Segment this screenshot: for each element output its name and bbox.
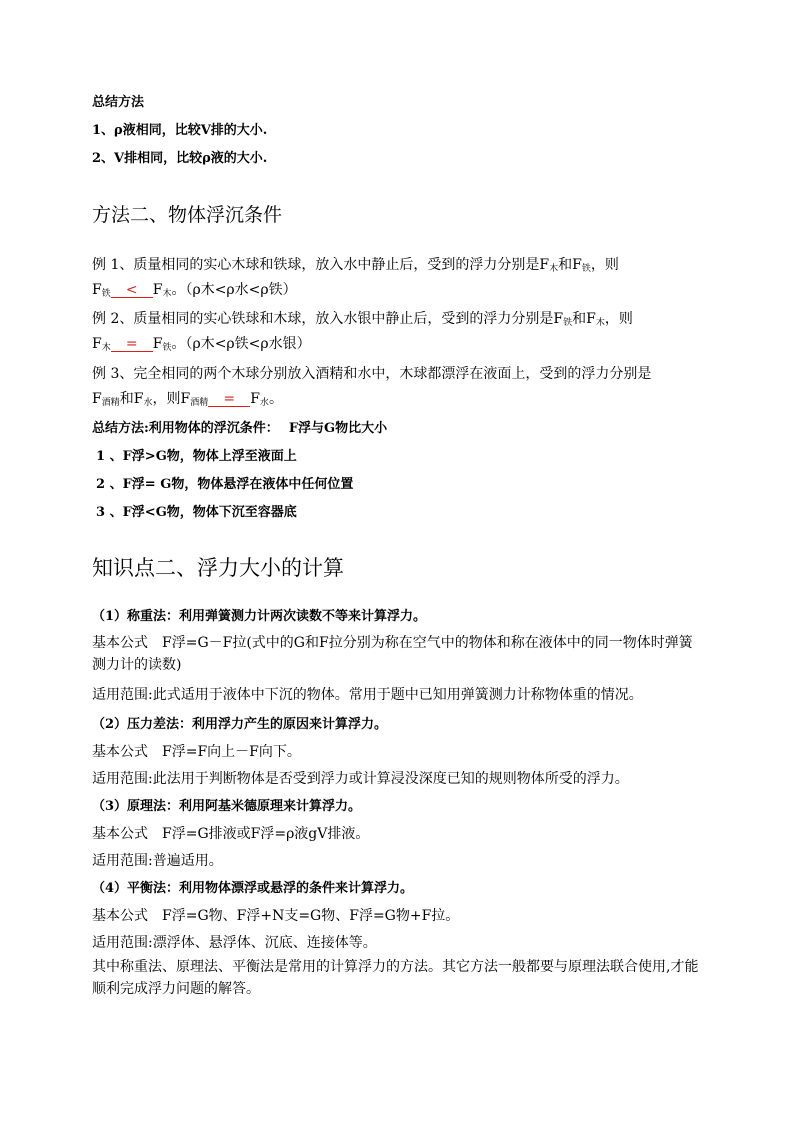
force-symbol: F [152, 282, 163, 298]
force-subscript: 酒精 [101, 398, 120, 408]
formula-label: 基本公式 [92, 744, 148, 760]
method-3-title: （3）原理法：利用阿基米德原理来计算浮力。 [92, 799, 362, 814]
text-mid: ，则 [152, 391, 181, 407]
text-tail: ，则 [604, 311, 633, 327]
text-end: 。 [268, 391, 283, 407]
formula-text: F浮=G－F拉(式中的G和F拉分别为称在空气中的物体和称在液体中的同一物体时弹簧测力计的读数) [92, 635, 693, 673]
force-subscript: 水 [259, 398, 269, 408]
knowledge2-heading: 知识点二、浮力大小的计算 [92, 556, 344, 580]
method-1-formula [92, 632, 704, 676]
method-3-scope: 适用范围:普遍适用。 [92, 853, 223, 869]
force-subscript: 铁 [581, 264, 591, 274]
condition-rise: 1 、F浮>G物，物体上浮至液面上 [96, 449, 297, 464]
summary2-title [92, 422, 387, 435]
force-symbol: F [152, 336, 163, 352]
summary2-compare: F浮与G物比大小 [288, 421, 388, 436]
example-3-line-2 [92, 392, 283, 407]
method-2-scope: 适用范围:此法用于判断物体是否受到浮力或计算浸没深度已知的规则物体所受的浮力。 [92, 771, 629, 787]
formula-label: 基本公式 [92, 635, 148, 651]
force-symbol: F [92, 336, 102, 352]
formula-label: 基本公式 [92, 908, 148, 924]
method-1-scope: 适用范围:此式适用于液体中下沉的物体。常用于题中已知用弹簧测力计称物体重的情况。 [92, 687, 643, 703]
answer-blank: = [111, 337, 153, 352]
force-subscript: 铁 [563, 318, 573, 328]
density-relation: 。（ρ木<ρ铁<ρ水银） [171, 336, 311, 352]
force-subscript: 铁 [162, 343, 172, 353]
closing-paragraph: 其中称重法、原理法、平衡法是常用的计算浮力的方法。其它方法一般都要与原理法联合使用,才能顺利完成浮力问题的解答。 [92, 959, 699, 997]
force-subscript: 木 [595, 318, 605, 328]
force-symbol: F [250, 391, 260, 407]
summary-title: 总结方法 [92, 95, 145, 110]
method-4-formula [92, 909, 459, 923]
force-symbol: F [92, 391, 102, 407]
example-3-line-1: 例 3、完全相同的两个木球分别放入酒精和水中，木球都漂浮在液面上，受到的浮力分别是 [92, 366, 652, 382]
condition-sink: 3 、F浮<G物，物体下沉至容器底 [96, 505, 297, 520]
answer-blank: < [111, 283, 153, 298]
formula-text: F浮=G物、F浮+N支=G物、F浮=G物+F拉。 [162, 908, 460, 924]
example-2-line-1 [92, 312, 633, 326]
answer-blank: = [208, 392, 250, 407]
conjunction: 和 [119, 391, 134, 407]
example-2-line-2 [92, 337, 311, 352]
summary-item-2: 2、V排相同，比较ρ液的大小. [92, 151, 268, 166]
method-4-scope: 适用范围:漂浮体、悬浮体、沉底、连接体等。 [92, 935, 377, 951]
formula-label: 基本公式 [92, 826, 148, 842]
condition-suspend: 2 、F浮= G物，物体悬浮在液体中任何位置 [96, 477, 354, 492]
example-1-line-2 [92, 283, 297, 298]
density-relation: 。（ρ木<ρ水<ρ铁） [171, 282, 297, 298]
force-subscript: 酒精 [190, 398, 209, 408]
method-2-title: （2）压力差法：利用浮力产生的原因来计算浮力。 [92, 717, 388, 732]
summary2-label: 总结方法:利用物体的浮沉条件： [92, 421, 279, 436]
force-symbol: F [92, 282, 102, 298]
conjunction: 和 [572, 311, 587, 327]
force-symbol: F [553, 311, 564, 327]
method-1-title: （1）称重法：利用弹簧测力计两次读数不等来计算浮力。 [92, 609, 427, 624]
example-1-text: 例 1、质量相同的实心木球和铁球，放入水中静止后，受到的浮力分别是 [92, 257, 540, 273]
force-symbol: F [180, 391, 191, 407]
formula-text: F浮=G排液或F浮=ρ液gV排液。 [162, 826, 370, 842]
method-2-formula [92, 745, 301, 759]
force-subscript: 水 [143, 398, 153, 408]
force-subscript: 木 [162, 289, 172, 299]
force-subscript: 铁 [101, 289, 111, 299]
conjunction: 和 [558, 257, 573, 273]
summary-item-1: 1、ρ液相同，比较V排的大小. [92, 123, 268, 138]
text-tail: ，则 [590, 257, 619, 273]
force-symbol: F [539, 257, 550, 273]
force-subscript: 木 [549, 264, 559, 274]
force-symbol: F [133, 391, 144, 407]
example-2-text: 例 2、质量相同的实心铁球和木球，放入水银中静止后，受到的浮力分别是 [92, 311, 554, 327]
force-symbol: F [572, 257, 582, 273]
force-symbol: F [586, 311, 596, 327]
formula-text: F浮=F向上－F向下。 [162, 744, 301, 760]
method2-heading: 方法二、物体浮沉条件 [92, 204, 283, 226]
example-1-line-1 [92, 258, 619, 272]
method-4-title: （4）平衡法：利用物体漂浮或悬浮的条件来计算浮力。 [92, 881, 414, 896]
force-subscript: 木 [101, 343, 111, 353]
method-3-formula [92, 827, 369, 841]
